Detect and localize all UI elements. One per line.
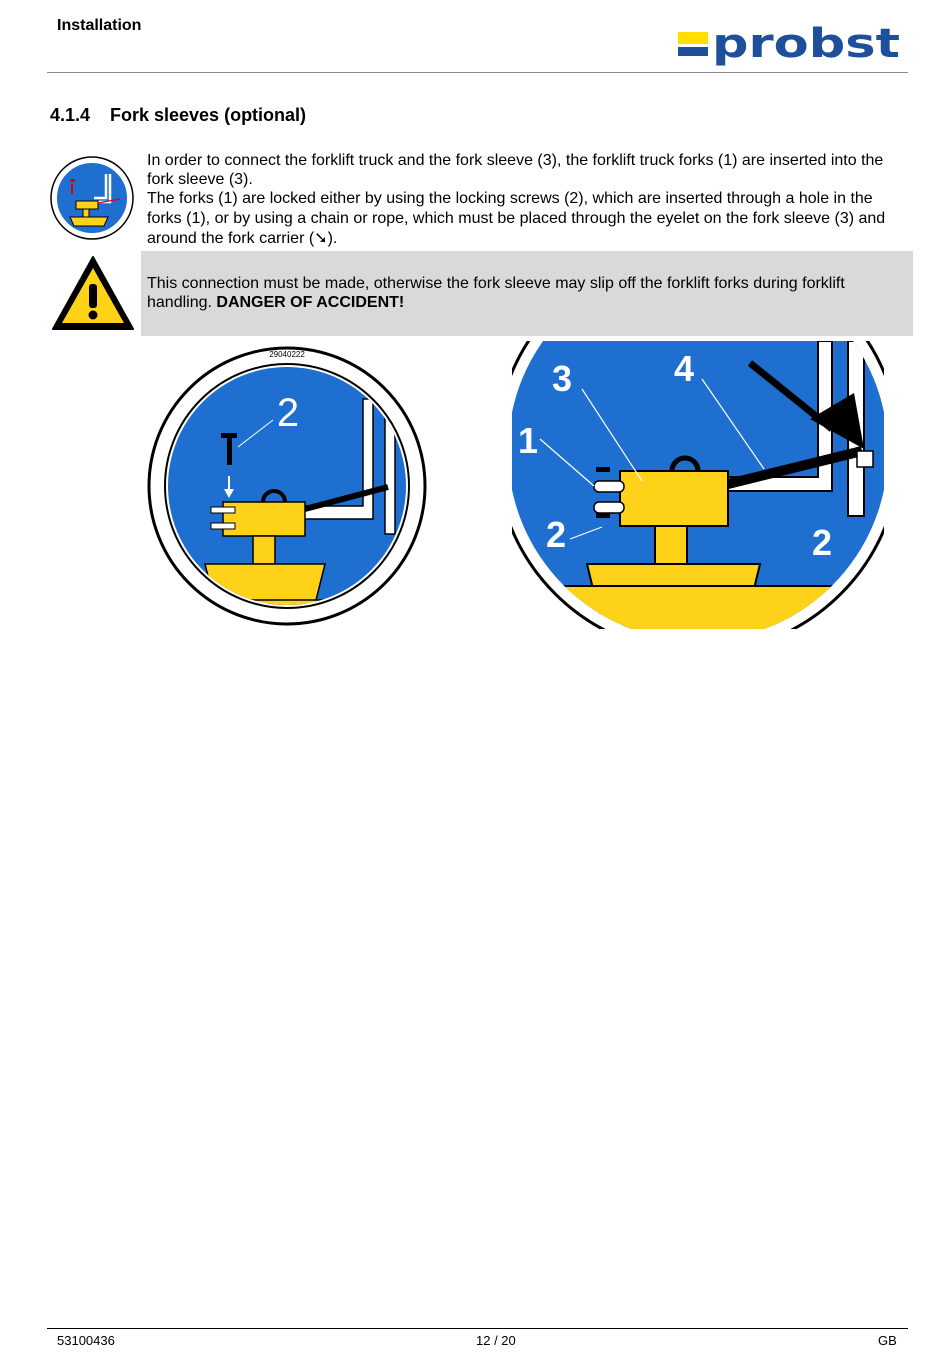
footer-language: GB (878, 1333, 897, 1348)
intro-paragraph-1: In order to connect the forklift truck and the fork sleeve (3), the forklift truck forks (1) are inserted into the fork sleeve (3). (147, 152, 884, 189)
footer-doc-number: 53100436 (57, 1333, 115, 1348)
intro-paragraph-2-text: The forks (1) are locked either by using the locking screws (2), which are inserted through a hole in the forks (1), or by using a chain or rope, which must be placed through the eyelet on the fork sleeve (3) and around the fork carrier ( (147, 190, 886, 247)
warning-triangle-icon (50, 254, 136, 332)
fork-sleeve-locking-figure (145, 344, 430, 629)
header-title: Installation (57, 17, 142, 34)
logo-yellow-bar (678, 32, 708, 44)
intro-text (147, 151, 907, 248)
figure-right-label-2-right: 2 (811, 522, 833, 563)
figure-right-label-2-left: 2 (545, 514, 567, 555)
footer-page-number: 12 / 20 (476, 1333, 516, 1348)
header-divider (47, 72, 908, 73)
figure-right-label-4: 4 (673, 348, 695, 389)
warning-message: This connection must be made, otherwise the fork sleeve may slip off the forklift forks during forklift handling. (147, 275, 845, 312)
warning-emphasis: DANGER OF ACCIDENT! (216, 294, 405, 312)
intro-paragraph-2-end: ). (327, 229, 338, 247)
section-number: 4.1.4 (50, 105, 91, 125)
section-heading (50, 105, 306, 126)
section-title: Fork sleeves (optional) (110, 105, 307, 125)
warning-text (147, 274, 902, 312)
intro-paragraph-2 (147, 189, 907, 248)
logo-blue-bar (678, 47, 708, 56)
fork-sleeve-detail-figure (512, 341, 884, 629)
probst-logo (676, 22, 902, 70)
figure-left-label-2: 2 (276, 391, 300, 435)
mandatory-fork-sleeve-sign-icon (50, 156, 134, 240)
figure-right-label-3: 3 (551, 358, 573, 399)
figure-left-code: 29040222 (269, 350, 305, 359)
warning-box (141, 251, 913, 336)
footer-divider (47, 1328, 908, 1329)
logo-wordmark: probst (712, 22, 900, 67)
figure-right-label-1: 1 (517, 420, 539, 461)
arrow-down-right-icon: ➘ (314, 227, 328, 247)
